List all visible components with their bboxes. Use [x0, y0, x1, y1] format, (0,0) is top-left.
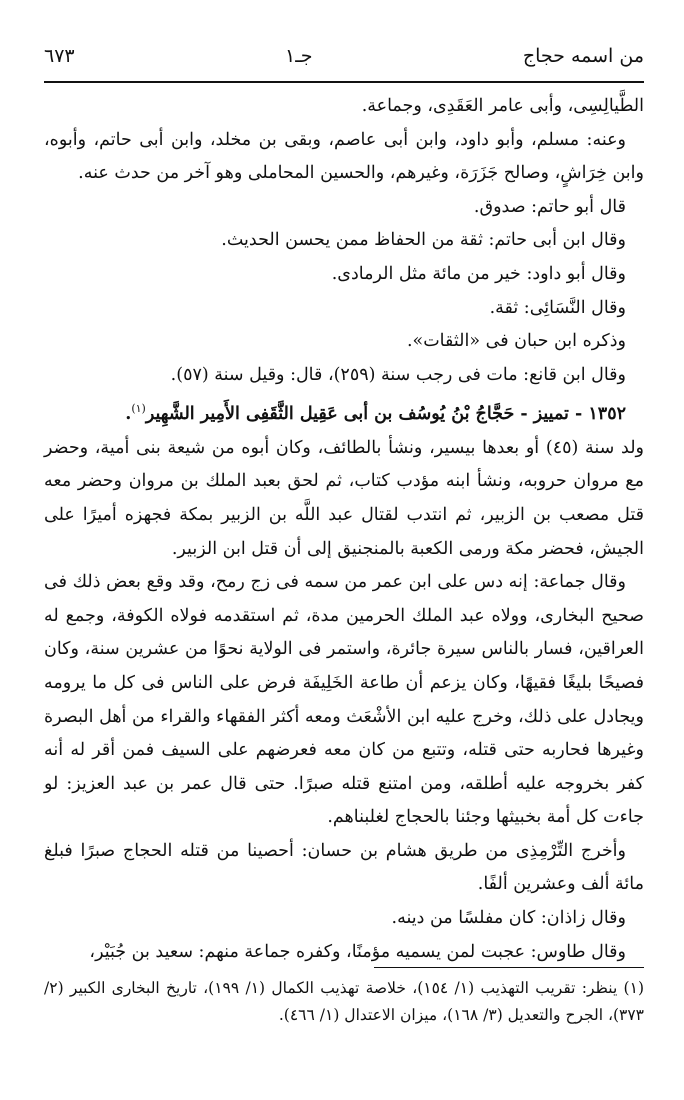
- footnote-divider: [374, 967, 644, 968]
- text-line: وقال أبو داود: خير من مائة مثل الرمادى.: [331, 263, 626, 284]
- footnote-ref: (١): [131, 402, 146, 416]
- paragraph: ولد سنة (٤٥) أو بعدها بيسير، ونشأ بالطائف، وكان أبوه من شيعة بنى أمية، وحضر مع مروان حروبه، ونشأ ابنه مؤدب كتاب، ثم لحق بعبد الملك بن مروان وحضر معه قتل مصعب بن الزبير، ثم انتدب لقتال عبد اللَّه بن الزبير بمكة فجهزه أميرًا على الجيش، فحضر مكة ورمى الكعبة بالمنجنيق إلى أن قتل ابن الزبير.: [44, 437, 644, 559]
- text-line: وقال ابن قانع: مات فى رجب سنة (٢٥٩)، قال: وقيل سنة (٥٧).: [170, 364, 626, 385]
- entry-heading-text: ١٣٥٢ - تمييز - حَجَّاجُ بْنُ يُوسُف بن أبى عَقِيل الثَّقَفِى الأَمِير الشَّهِير: [145, 404, 626, 425]
- page-number: ٦٧٣: [44, 45, 75, 67]
- paragraph: وقال زاذان: كان مفلسًا من دينه.: [391, 908, 626, 929]
- text-line: وعنه: مسلم، وأبو داود، وابن أبى عاصم، وبقى بن مخلد، وابن أبى حاتم، وأبوه، وابن خِرَاشٍ، وصالح جَزَرَة، وغيرهم، والحسين المحاملى وهو آخر من حدث عنه.: [44, 129, 644, 184]
- text-line: وذكره ابن حبان فى «الثقات».: [406, 331, 626, 352]
- text-line: الطَّيالِسِى، وأبى عامر العَقَدِى، وجماعة.: [361, 96, 644, 116]
- paragraph: وقال طاوس: عجبت لمن يسميه مؤمنًا، وكفره جماعة منهم: سعيد بن جُبَيْر،: [89, 941, 626, 962]
- text-line: وقال النَّسَائِى: ثقة.: [489, 297, 626, 318]
- entry-heading: ١٣٥٢ - تمييز - حَجَّاجُ بْنُ يُوسُف بن أبى عَقِيل الثَّقَفِى الأَمِير الشَّهِير$^{(١)}$.: [125, 402, 626, 425]
- volume-label: جـ١: [284, 45, 313, 67]
- paragraph: وأخرج التِّرْمِذِى من طريق هشام بن حسان: أحصينا من قتله الحجاج صبرًا فبلغ مائة ألف وعشرين ألفًا.: [44, 840, 644, 895]
- paragraph: وقال جماعة: إنه دس على ابن عمر من سمه فى زج رمح، وقد وقع بعض ذلك فى صحيح البخارى، وولاه عبد الملك الحرمين مدة، ثم استقدمه فولاه الكوفة، وجمع له العراقين، فسار بالناس سيرة جائرة، واستمر فى الولاية نحوًا من عشرين سنة، وكان فصيحًا بليغًا فقيهًا، وكان يزعم أن طاعة الخَلِيفَة فرض على الناس فى كل ما يرومه ويجادل على ذلك، وخرج عليه ابن الأشْعَث ومعه أكثر الفقهاء والقراء من أهل البصرة وغيرها فحاربه حتى قتله، وتتبع من كان معه فعرضهم على السيف فمن أقر له أنه كفر بخروجه عليه أطلقه، ومن امتنع قتله صبرًا. حتى قال عمر بن عبد العزيز: لو جاءت كل أمة بخبيثها وجئنا بالحجاج لغلبناهم.: [44, 572, 644, 828]
- header-divider: [44, 81, 644, 83]
- text-line: وقال ابن أبى حاتم: ثقة من الحفاظ ممن يحسن الحديث.: [221, 230, 626, 251]
- main-text: [44, 90, 644, 969]
- footnote-text: (١) ينظر: تقريب التهذيب (١/ ١٥٤)، خلاصة تهذيب الكمال (١/ ١٩٩)، تاريخ البخارى الكبير (٢/ ٣٧٣)، الجرح والتعديل (٣/ ١٦٨)، ميزان الاعتدال (١/ ٤٦٦).: [44, 979, 644, 1024]
- footnote: [44, 975, 644, 1029]
- running-header: [44, 36, 644, 76]
- text-line: قال أبو حاتم: صدوق.: [473, 196, 626, 217]
- running-title: من اسمه حجاج: [522, 45, 644, 67]
